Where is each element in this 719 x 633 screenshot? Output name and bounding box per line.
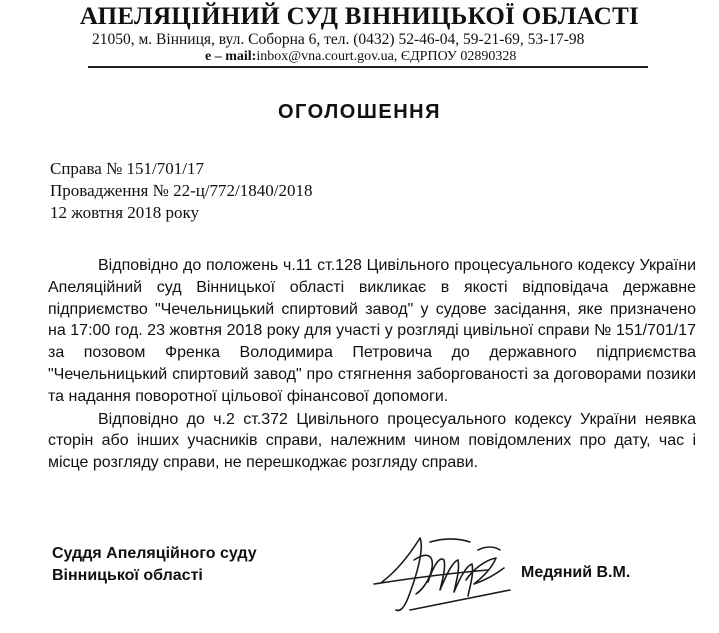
- body-paragraph-2: Відповідно до ч.2 ст.372 Цивільного процесуального кодексу України неявка сторін або інших учасників справи, належним чином повідомлених про дату, час і місце розгляду справи, не перешкоджає розгляду справи.: [48, 410, 696, 472]
- document-title: ОГОЛОШЕННЯ: [278, 101, 441, 123]
- document-date: 12 жовтня 2018 року: [50, 203, 200, 222]
- announcement-body: [48, 255, 696, 474]
- proceeding-number: Провадження № 22-ц/772/1840/2018: [50, 181, 313, 200]
- judge-title: [52, 543, 257, 587]
- judge-name: Медяний В.М.: [521, 564, 631, 581]
- body-paragraph-1: Відповідно до положень ч.11 ст.128 Цивільного процесуального кодексу України Апеляційний суд Вінницької області викликає в якості відповідача державне підприємство "Чечельницький спиртовий завод" у судове засідання, яке призначено на 17:00 год. 23 жовтня 2018 року для участі у розгляді цивільної справи № 151/701/17 за позовом Френка Володимира Петровича до державного підприємства "Чечельницький спиртовий завод" про стягнення заборгованості за договорами позики та надання поворотної цільової фінансової допомоги.: [48, 257, 696, 405]
- judge-title-line-2: Вінницької області: [52, 567, 203, 584]
- court-name: АПЕЛЯЦІЙНИЙ СУД ВІННИЦЬКОЇ ОБЛАСТІ: [79, 3, 640, 30]
- court-address: 21050, м. Вінниця, вул. Соборна 6, тел. (0432) 52-46-04, 59-21-69, 53-17-98: [92, 31, 585, 48]
- judge-title-line-1: Суддя Апеляційного суду: [52, 545, 257, 562]
- court-email-line: [205, 49, 516, 65]
- header-divider: [88, 66, 648, 68]
- email-prefix: е – mail:: [205, 49, 257, 64]
- handwritten-signature: [370, 520, 530, 620]
- case-number: Справа № 151/701/17: [50, 159, 204, 178]
- email-and-code: inbox@vna.court.gov.ua, ЄДРПОУ 02890328: [256, 49, 517, 64]
